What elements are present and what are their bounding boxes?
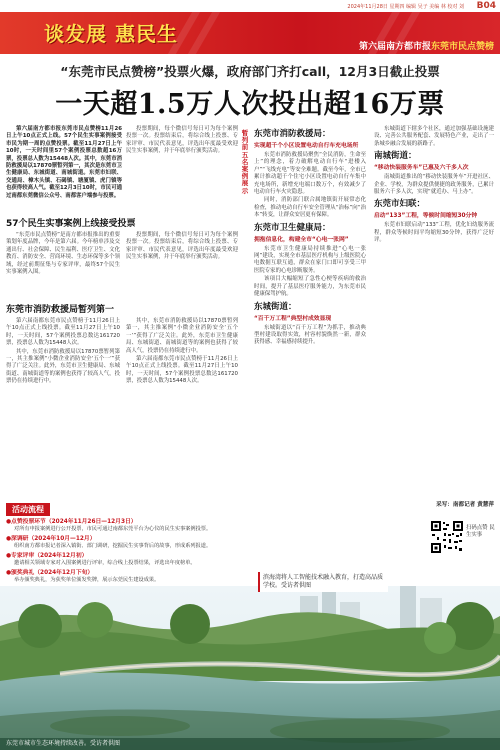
section-1-col-a	[6, 232, 120, 277]
activity-heading: 活动流程	[6, 503, 50, 516]
section-2-col-a	[6, 318, 120, 387]
section-title-dongcheng: 东城街道：	[254, 301, 297, 312]
column-3	[254, 126, 366, 348]
section-title-vote: 57个民生实事案例上线接受投票	[6, 219, 136, 229]
banner-subtitle	[359, 39, 494, 52]
activity-item	[6, 535, 244, 550]
activity-item-desc: 组织南方都市报记者深入镇街、部门调研，挖掘民生实事背后的故事，形成系列报道。	[14, 543, 212, 549]
photo-caption-bottom: 东莞市城市生态环境持续改善。受访者供图	[0, 738, 500, 750]
kicker: “东莞市民点赞榜”投票火爆，政府部门齐打call，12月3日截止投票	[60, 64, 440, 79]
activity-item-title: ●专家评审（2024年12月初）	[6, 553, 88, 559]
activity-item-desc: 对所有申报案例进行公开投票，市民可通过南都东莞平台为心仪的民生实事案例投票。	[14, 526, 212, 532]
activity-item-desc: 举办颁奖典礼，为获奖单位颁发奖牌，展示东莞民生建设成果。	[14, 577, 160, 583]
section-2	[6, 302, 238, 318]
park-photo-illustration	[0, 586, 500, 750]
body-paragraph: 东城街道以“百千万工程”为抓手，推动典型村建设取得实效，村容村貌焕然一新，群众获得感、幸福感持续提升。	[254, 324, 366, 346]
meta-strip	[0, 0, 500, 12]
park-photo	[0, 586, 500, 750]
body-paragraph: “东莞市民点赞榜”是南方都市报推出的重要策划年度品牌，今年是第六届。今年榜单涉及交通出行、社会保障、民生福利、医疗卫生、文化教育、消防安全、营商环境、生态环保等多个领域，经过前期征集与专家评审，最终57个民生实事案例入围。	[6, 232, 120, 276]
banner-title: 谈发展 惠民生	[44, 22, 178, 46]
subtitle-dongcheng: “百千万工程”典型村成效显现	[254, 315, 332, 322]
body-paragraph: 第六届南都东莞市民点赞榜于11月26日上午10点正式上线投票。截至11月27日上午10时，一天时间，57个案例投票总数达161720票，投票总人数为15448人次。	[126, 356, 238, 385]
banner-sub-highlight: 东莞市民点赞榜	[430, 42, 494, 52]
body-paragraph: 同时，消防部门联合属地镇街开展常态化检查，推动电动自行车安全管理从“治标”向“治本”转变，让群众安居更有保障。	[254, 197, 366, 219]
meta-line: 2024年11月28日 星期四 编辑 吴子 美编 林 校对 刘	[347, 3, 464, 10]
body-paragraph: 东莞市妇联启动“133”工程，优化妇幼服务流程，群众等候时间平均缩短30分钟，获得广泛好评。	[374, 222, 494, 244]
section-1	[6, 216, 238, 232]
activity-item	[6, 552, 244, 567]
photo-caption-box: 滨海湾将人工智能技术融入教育，打造高品质学校。受访者供图	[258, 572, 388, 592]
activity-item	[6, 569, 244, 584]
vertical-label: 暂列前五名案例展示	[241, 129, 249, 195]
headline: 一天超1.5万人次投出超16万票	[55, 89, 445, 120]
activity-item	[6, 518, 244, 533]
qr-label: 扫码点赞 民生实事	[466, 525, 495, 538]
subtitle-fire-bureau: 实现超千个小区设置电动自行车充电场所	[254, 143, 359, 149]
activity-item-title: ●颁奖典礼（2024年12月下旬）	[6, 570, 94, 576]
section-title-fire: 东莞市消防救援局暂列第一	[6, 305, 115, 315]
author-credit: 采写：南都记者 黄慧萍	[436, 502, 494, 508]
body-paragraph: 投票期间，每个微信号每日可为每个案例投票一次。投票结束后，将综合线上投票、专家评审、市民代表意见，评选出年度最受欢迎民生实事案例，并于年底举行颁奖活动。	[126, 126, 238, 155]
section-title-women-federation: 东莞市妇联：	[374, 199, 426, 210]
section-title-fire-bureau: 东莞市消防救援局：	[254, 129, 331, 139]
section-title-nancheng: 南城街道：	[374, 151, 417, 162]
body-paragraph: 该项目大幅缩短了急性心梗等疾病的救治时间，提升了基层医疗服务能力，为东莞市民健康保驾护航。	[254, 276, 366, 298]
banner-sub-prefix: 第六届南方都市报	[358, 42, 431, 52]
activity-item-desc: 邀请相关领域专家对入围案例进行评审，综合线上投票结果，评选出年度榜单。	[14, 560, 196, 566]
body-paragraph: 其中，东莞市消防救援局以17870票暂列第一，其主推案例“小微企业消防安全‘五个一’”获得了广泛关注。此外，东莞市卫生健康局、东城街道、南城街道等的案例也获得了较高人气，投票仍在持续进行中。	[6, 348, 120, 385]
subtitle-health: 拥抱信息化，构建全市“心电一张网”	[254, 236, 349, 243]
page-number: B04	[476, 1, 496, 11]
body-paragraph: 东莞市消防救援局聚焦“全民消防，生命至上”的理念，着力破解电动自行车“进楼入户”“飞线充电”等安全难题。截至今年，全市已累计推动超千个住宅小区设置电动自行车集中充电场所，新增充电端口数万个，有效减少了电动自行车火灾隐患。	[254, 152, 366, 196]
section-1-col-b	[126, 232, 238, 263]
column-1	[6, 126, 122, 201]
body-paragraph: 投票期间，每个微信号每日可为每个案例投票一次。投票结束后，将综合线上投票、专家评审、市民代表意见，评选出年度最受欢迎民生实事案例，并于年底举行颁奖活动。	[126, 232, 238, 261]
section-banner	[0, 12, 500, 54]
lead-paragraph: 第六届南方都市报东莞市民点赞榜11月26日上午10点正式上线。57个民生实事案例接受市民为期一周的点赞投票。截至11月27日上午10时，一天时间里57个案例投票总数超16万票，投票总人数为15448人次。其中，东莞市消防救援局以17870票暂列第一，其次是东莞市卫生健康局、东城街道、南城街道。东莞市妇联、交通局、樟木头镇、石碣镇、塘厦镇、虎门镇等也获得较高人气。截至12月3日10时，市民可通过南都东莞微信公众号、南都客户端参与投票。	[6, 126, 122, 199]
activity-item-title: ●点赞投票环节（2024年11月26日—12月3日）	[6, 519, 137, 525]
body-paragraph: 东莞市卫生健康局持续推进“心电一张网”建设，实现全市基层医疗机构与上级医院心电数据互联互通，群众在家门口即可享受三甲医院专家的心电诊断服务。	[254, 245, 366, 274]
column-4	[374, 126, 494, 246]
body-paragraph: 东城街道下辖多个社区，通过加强基础设施建设、完善公共服务配套、发展特色产业，走出了一条城乡融合发展的新路子。	[374, 126, 494, 147]
body-paragraph: 其中，东莞市消防救援局以17870票暂列第一，其主推案例“小微企业消防安全‘五个一’”获得了广泛关注。此外，东莞市卫生健康局、东城街道、南城街道等的案例也获得了较高人气，投票仍在持续进行中。	[126, 318, 238, 354]
subtitle-nancheng: “移动快装服务车”已惠及六千多人次	[374, 165, 469, 172]
qr-code[interactable]	[430, 520, 464, 554]
section-2-col-b	[126, 318, 238, 387]
section-title-health: 东莞市卫生健康局：	[254, 222, 331, 233]
column-1b	[126, 126, 238, 157]
body-paragraph: 南城街道推出的“移动快装服务车”开进社区、企业、学校，为群众提供便捷的政务服务，已累计服务六千多人次，实现“就近办、马上办”。	[374, 174, 494, 196]
body-paragraph: 第六届南都东莞市民点赞榜于11月26日上午10点正式上线投票。截至11月27日上午10时，一天时间，57个案例投票总数达161720票，投票总人数为15448人次。	[6, 318, 120, 347]
subtitle-women-federation: 启动“133”工程，等候时间缩短30分钟	[374, 213, 478, 220]
activity-item-title: ●深调研（2024年10月—12月）	[6, 536, 96, 542]
